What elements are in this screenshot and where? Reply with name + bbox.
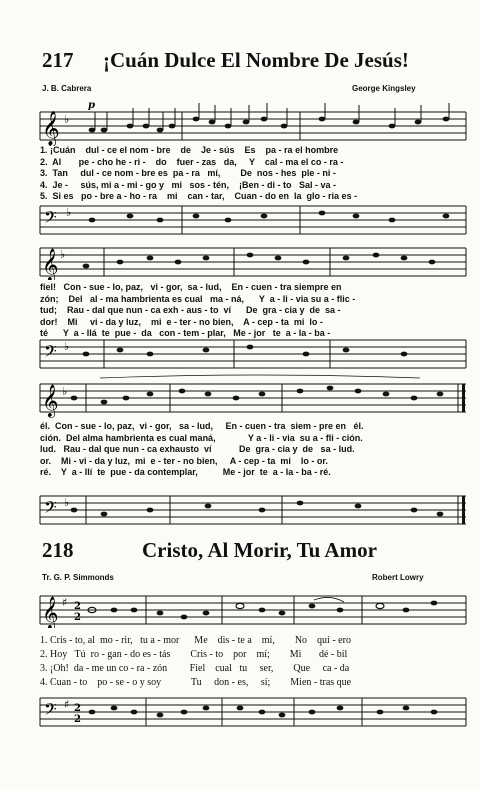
hymn-217-system-2-bass-staff [0, 336, 480, 372]
lyric-line: 1. ¡Cuán dul - ce el nom - bre de Je - sús Es pa - ra el hombre [40, 145, 339, 155]
hymn-218-number: 218 [42, 538, 74, 562]
svg-text:2: 2 [74, 703, 81, 714]
svg-text:𝄢: 𝄢 [44, 207, 57, 231]
hymn-217-system-1-treble-staff [0, 100, 480, 146]
svg-text:2: 2 [74, 612, 81, 623]
svg-text:♭: ♭ [66, 206, 72, 219]
hymn-217-number: 217 [42, 48, 74, 72]
lyric-line: fiel! Con - sue - lo, paz, vi - gor, sa - lud, En - cuen - tra siempre en [40, 282, 342, 292]
hymn-218-lyricist: Tr. G. P. Simmonds [42, 573, 114, 582]
svg-text:♯: ♯ [62, 596, 68, 609]
lyric-line: zón; Del al - ma hambrienta es cual ma - ná, Y a - li - via su a - flic - [40, 293, 356, 304]
lyric-line: ción. Del alma hambrienta es cual maná, Y a - li - via su a - fli - ción. [40, 432, 363, 443]
svg-text:♯: ♯ [64, 698, 70, 711]
lyric-line: 4. Cuan - to po - se - o y soy Tu don - es, sí; Mien - tras que [40, 677, 352, 688]
hymn-218-system-1-treble-staff [0, 588, 480, 628]
svg-text:p: p [88, 100, 95, 111]
hymn-218-title: Cristo, Al Morir, Tu Amor [142, 538, 377, 562]
lyric-line: 4. Je - sús, mi a - mi - go y mi sos - tén, ¡Ben - di - to Sal - va - [40, 179, 337, 190]
lyric-line: or. Mi - vi - da y luz, mi e - ter - no bien, A - cep - ta mi lo - or. [40, 455, 328, 466]
hymn-217-system-1-lyrics [40, 145, 468, 203]
svg-text:2: 2 [74, 714, 81, 725]
hymn-218-composer: Robert Lowry [372, 573, 424, 582]
svg-text:♭: ♭ [64, 113, 70, 126]
hymn-217-system-3-lyrics [40, 421, 468, 479]
hymn-217-system-3-bass-staff [0, 492, 480, 528]
lyric-line: 5. Si es po - bre a - ho - ra mi can - tar, Cuan - do en la glo - ria es - [40, 191, 358, 201]
lyric-line: él. Con - sue - lo, paz, vi - gor, sa - lud, En - cuen - tra siem - pre en él. [40, 421, 364, 431]
hymn-217-system-1-bass-staff [0, 202, 480, 238]
svg-text:𝄞: 𝄞 [42, 384, 59, 417]
hymn-218-lyrics [40, 634, 468, 690]
hymn-218-system-1-bass-staff [0, 690, 480, 734]
svg-text:♭: ♭ [64, 340, 70, 353]
svg-text:𝄢: 𝄢 [44, 497, 57, 521]
lyric-line: 3. Tan dul - ce nom - bre es pa - ra mí, De nos - hes ple - ni - [40, 168, 336, 178]
hymn-217-composer: George Kingsley [352, 84, 416, 93]
svg-text:𝄢: 𝄢 [44, 699, 57, 723]
svg-text:♭: ♭ [60, 248, 66, 261]
hymn-217-system-2-lyrics [40, 282, 468, 340]
svg-text:♭: ♭ [62, 385, 68, 398]
lyric-line: 2. Al pe - cho he - ri - do fuer - zas da, Y cal - ma el co - ra - [40, 156, 344, 167]
lyric-line: ré. Y a - llí te pue - da contemplar, Me - jor te a - la - ba - ré. [40, 467, 331, 477]
lyric-line: té Y a - llá te pue - da con - tem - plar, Me - jor te a - la - ba - [40, 328, 331, 338]
lyric-line: 2. Hoy Tú ro - gan - do es - tás Cris - to por mí; Mi dé - bil [40, 649, 348, 660]
lyric-line: tud; Rau - dal que nun - ca exh - aus - to ví De gra - cia y de sa - [40, 305, 341, 315]
hymn-217-system-2-treble-staff [0, 240, 480, 280]
svg-text:𝄞: 𝄞 [42, 111, 60, 146]
lyric-line: dor! Mi vi - da y luz, mi e - ter - no bien, A - cep - ta mi lo - [40, 316, 323, 327]
svg-text:♭: ♭ [64, 496, 70, 509]
lyric-line: lud. Rau - dal que nun - ca exhausto ví De gra - cia y de sa - lud. [40, 444, 355, 454]
lyric-line: 3. ¡Oh! da - me un co - ra - zón Fiel cual tu ser, Que ca - da [40, 663, 350, 674]
svg-text:𝄢: 𝄢 [44, 341, 57, 365]
svg-text:2: 2 [74, 601, 81, 612]
svg-text:𝄞: 𝄞 [42, 248, 59, 280]
hymn-217-lyricist: J. B. Cabrera [42, 84, 92, 93]
hymn-217-title: ¡Cuán Dulce El Nombre De Jesús! [103, 48, 409, 72]
lyric-line: 1. Cris - to, al mo - rir, tu a - mor Me dis - te a mí, No qui - ero [40, 635, 351, 646]
svg-text:𝄞: 𝄞 [42, 596, 59, 628]
hymn-217-system-3-treble-staff [0, 370, 480, 418]
